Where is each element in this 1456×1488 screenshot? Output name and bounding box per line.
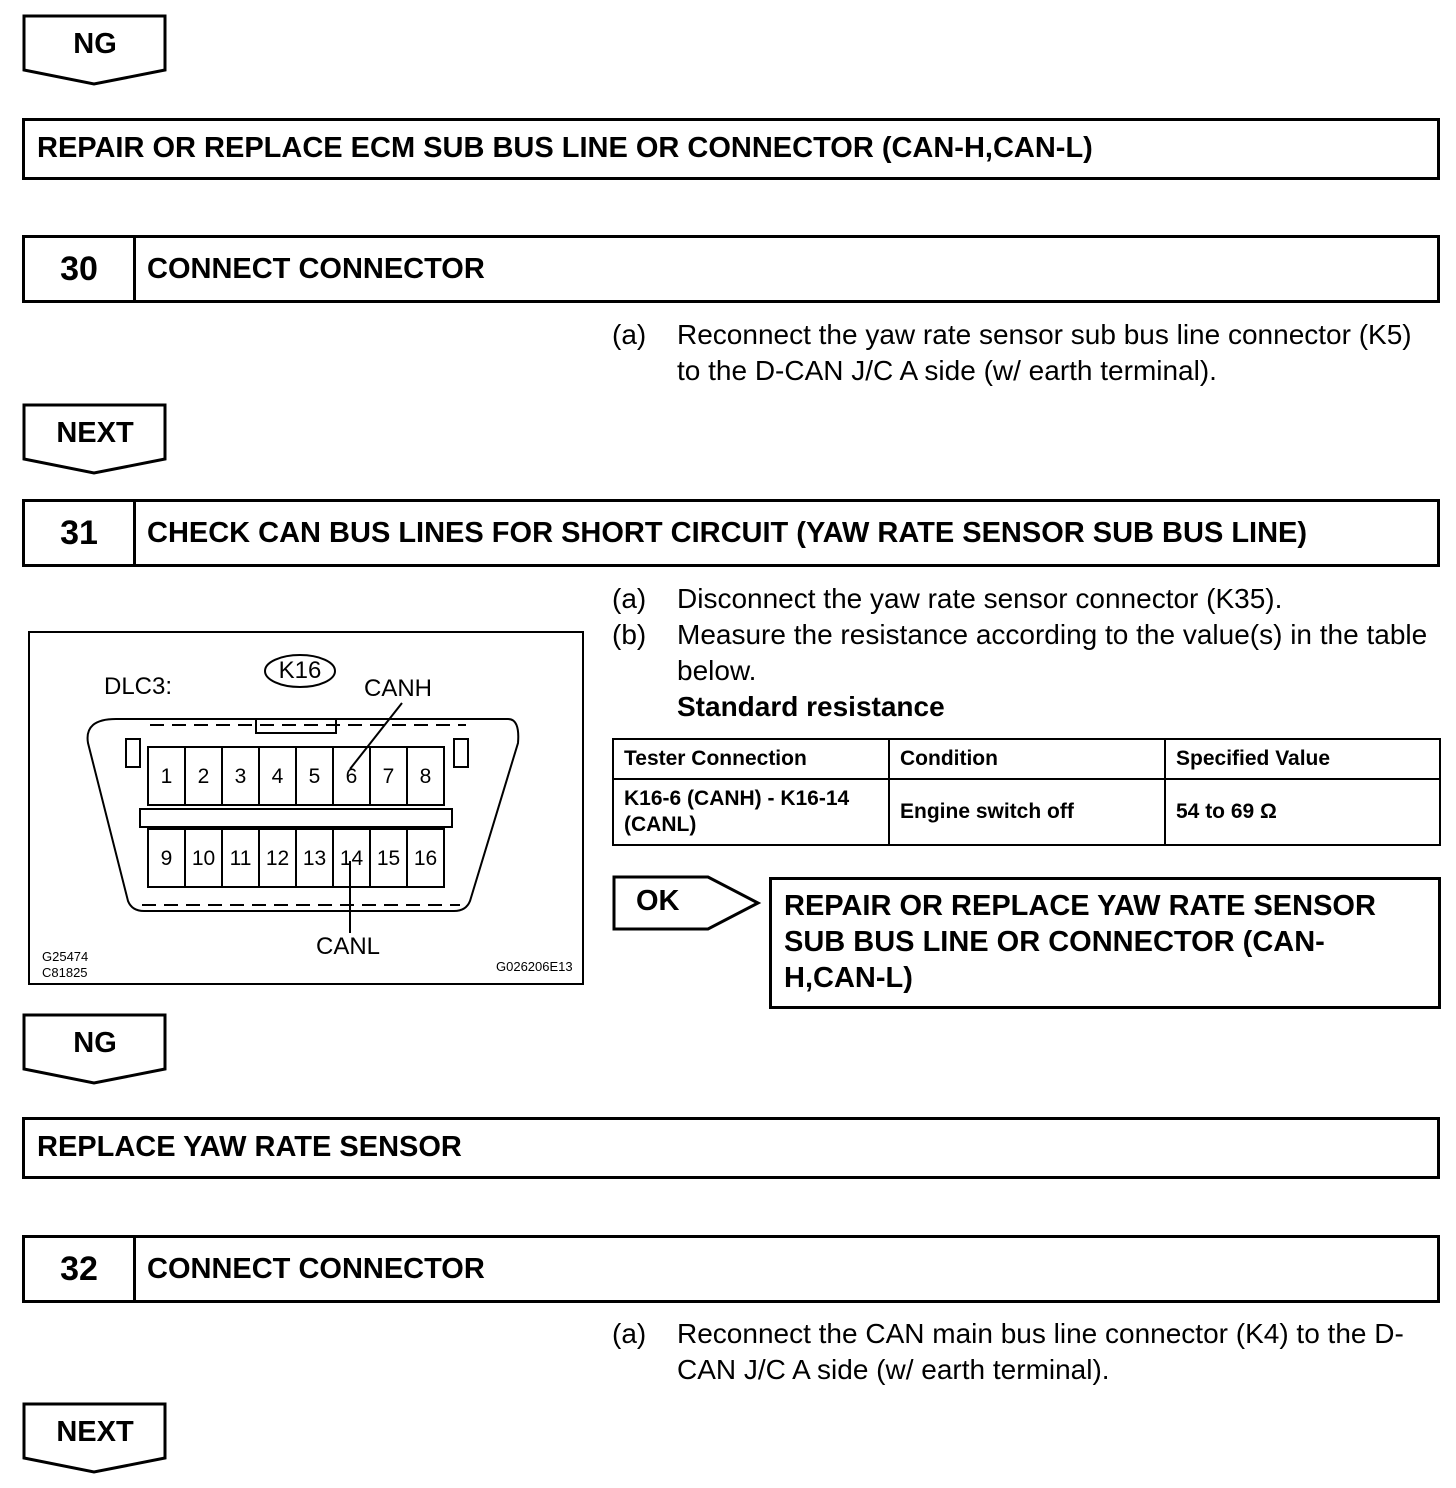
- instruction-item: [612, 617, 1442, 689]
- instruction-text: Measure the resistance according to the value(s) in the table below.: [677, 619, 1428, 686]
- next-label: NEXT: [56, 1416, 134, 1448]
- step-31-header: [22, 499, 1440, 567]
- connector-id-label: K16: [278, 657, 322, 684]
- table-header: Condition: [889, 739, 1165, 779]
- dlc3-figure: [28, 631, 584, 985]
- latch: [126, 739, 140, 767]
- repair-ecm-box: [22, 118, 1440, 180]
- table-row: [613, 779, 1440, 845]
- instruction-letter: (a): [612, 319, 647, 350]
- figure-code: G026206E13: [496, 959, 573, 974]
- pin-label: 13: [302, 847, 327, 870]
- step-32-header: [22, 1235, 1440, 1303]
- pin-label: 8: [419, 765, 432, 788]
- step-number: 31: [25, 502, 136, 564]
- instruction-letter: (a): [612, 583, 647, 614]
- instruction-text: Reconnect the yaw rate sensor sub bus line connector (K5) to the D-CAN J/C A side (w/ earth terminal).: [677, 319, 1412, 386]
- next-arrow-2: [22, 1402, 168, 1474]
- pin-label: 1: [160, 765, 173, 788]
- figure-code: G25474: [42, 949, 89, 964]
- step-title: CHECK CAN BUS LINES FOR SHORT CIRCUIT (YAW RATE SENSOR SUB BUS LINE): [147, 517, 1308, 549]
- ng-arrow-1: [22, 14, 168, 86]
- pin-label: 12: [265, 847, 290, 870]
- spec-table: [612, 738, 1441, 846]
- canl-label: CANL: [316, 933, 381, 960]
- step-title: CONNECT CONNECTOR: [147, 1253, 485, 1285]
- step-number: 30: [25, 238, 136, 300]
- pin-label: 11: [229, 847, 252, 870]
- ng-label: NG: [73, 28, 117, 60]
- pin-label: 4: [271, 765, 284, 788]
- step-title: CONNECT CONNECTOR: [147, 253, 485, 285]
- step-31-instructions: [612, 581, 1442, 725]
- figure-code: C81825: [42, 965, 88, 980]
- step-30-header: [22, 235, 1440, 303]
- pin-label: 15: [376, 847, 401, 870]
- pin-label: 2: [197, 765, 210, 788]
- instruction-item: [612, 1316, 1442, 1388]
- table-cell: 54 to 69 Ω: [1165, 779, 1440, 845]
- right-arrow-icon: [612, 875, 762, 931]
- step-30-instructions: [612, 317, 1442, 389]
- ok-result-box: [769, 877, 1441, 1009]
- canh-label: CANH: [364, 675, 433, 702]
- next-arrow-1: [22, 403, 168, 475]
- ok-arrow: [612, 875, 762, 931]
- ok-label: OK: [636, 885, 680, 917]
- pin-label: 14: [339, 847, 364, 870]
- instruction-text: Reconnect the CAN main bus line connector (K4) to the D-CAN J/C A side (w/ earth terminal).: [677, 1318, 1404, 1385]
- table-header-row: [613, 739, 1440, 779]
- pin-label: 7: [382, 765, 395, 788]
- instruction-letter: (b): [612, 619, 647, 650]
- instruction-item: [612, 317, 1442, 389]
- ok-result-text: REPAIR OR REPLACE YAW RATE SENSOR SUB BUS LINE OR CONNECTOR (CAN-H,CAN-L): [784, 890, 1376, 994]
- ng-arrow-2: [22, 1013, 168, 1085]
- replace-yaw-text: REPLACE YAW RATE SENSOR: [37, 1131, 462, 1163]
- replace-yaw-box: [22, 1117, 1440, 1179]
- table-header: Tester Connection: [613, 739, 889, 779]
- dlc3-label: DLC3:: [104, 673, 173, 700]
- repair-ecm-text: REPAIR OR REPLACE ECM SUB BUS LINE OR CONNECTOR (CAN-H,CAN-L): [37, 132, 1093, 164]
- instruction-letter: (a): [612, 1318, 647, 1349]
- pin-label: 10: [191, 847, 216, 870]
- step-number: 32: [25, 1238, 136, 1300]
- ng-label: NG: [73, 1027, 117, 1059]
- instruction-text: Disconnect the yaw rate sensor connector (K35).: [677, 583, 1283, 614]
- pin-label: 5: [308, 765, 321, 788]
- step-32-instructions: [612, 1316, 1442, 1388]
- pin-label: 3: [234, 765, 247, 788]
- instruction-item: [612, 581, 1442, 617]
- table-cell: K16-6 (CANH) - K16-14 (CANL): [613, 779, 889, 845]
- table-header: Specified Value: [1165, 739, 1440, 779]
- standard-resistance-heading: Standard resistance: [677, 691, 945, 722]
- pin-label: 9: [160, 847, 173, 870]
- pin-label: 16: [413, 847, 438, 870]
- latch: [454, 739, 468, 767]
- separator-bar: [140, 809, 452, 827]
- pin-label: 6: [345, 765, 358, 788]
- next-label: NEXT: [56, 417, 134, 449]
- table-cell: Engine switch off: [889, 779, 1165, 845]
